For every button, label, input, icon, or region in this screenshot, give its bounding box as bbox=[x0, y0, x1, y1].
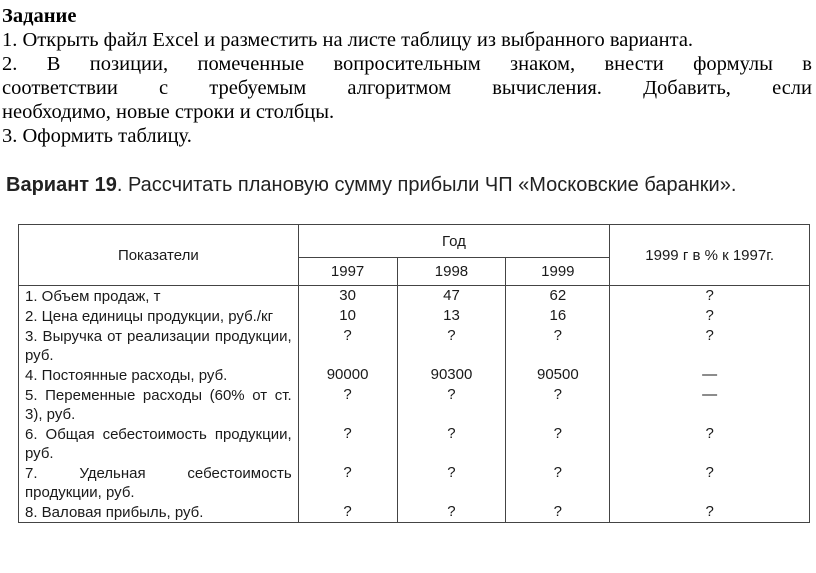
header-year-1997: 1997 bbox=[298, 258, 397, 286]
variant-label: Вариант 19 bbox=[6, 174, 117, 196]
cell-1999: 62 bbox=[506, 286, 610, 307]
cell-1998: 90300 bbox=[397, 365, 506, 385]
task-item-2-line-3: необходимо, новые строки и столбцы. bbox=[2, 101, 335, 123]
cell-percent: ? bbox=[610, 463, 810, 502]
cell-percent: — bbox=[610, 385, 810, 424]
cell-percent: — bbox=[610, 365, 810, 385]
row-label: 4. Постоянные расходы, руб. bbox=[19, 365, 299, 385]
table-row bbox=[19, 326, 810, 365]
profit-table bbox=[18, 224, 810, 523]
row-label: 2. Цена единицы продукции, руб./кг bbox=[19, 306, 299, 326]
cell-1997: ? bbox=[298, 424, 397, 463]
task-title: Задание bbox=[2, 5, 77, 27]
task-block bbox=[2, 4, 812, 148]
table-row bbox=[19, 306, 810, 326]
row-label: 7. Удельная себестоимость продукции, руб. bbox=[19, 463, 299, 502]
task-item-2-line-2: соответствии с требуемым алгоритмом вычисления. Добавить, если bbox=[2, 77, 812, 99]
table-row bbox=[19, 365, 810, 385]
cell-percent: ? bbox=[610, 306, 810, 326]
table-row bbox=[19, 463, 810, 502]
header-year: Год bbox=[298, 225, 610, 258]
cell-percent: ? bbox=[610, 502, 810, 523]
cell-1997: ? bbox=[298, 463, 397, 502]
cell-1999: ? bbox=[506, 424, 610, 463]
cell-1998: ? bbox=[397, 424, 506, 463]
header-percent: 1999 г в % к 1997г. bbox=[610, 225, 810, 286]
cell-1997: ? bbox=[298, 326, 397, 365]
row-label: 5. Переменные расходы (60% от ст. 3), руб. bbox=[19, 385, 299, 424]
header-indicators: Показатели bbox=[19, 225, 299, 286]
cell-1998: ? bbox=[397, 502, 506, 523]
cell-1998: ? bbox=[397, 326, 506, 365]
cell-percent: ? bbox=[610, 326, 810, 365]
cell-1999: 16 bbox=[506, 306, 610, 326]
cell-1998: ? bbox=[397, 463, 506, 502]
task-item-1: 1. Открыть файл Excel и разместить на листе таблицу из выбранного варианта. bbox=[2, 29, 694, 51]
cell-1999: ? bbox=[506, 463, 610, 502]
cell-1999: ? bbox=[506, 502, 610, 523]
task-item-2-line-1: 2. В позиции, помеченные вопросительным знаком, внести формулы в bbox=[2, 53, 812, 75]
header-year-1999: 1999 bbox=[506, 258, 610, 286]
table-row bbox=[19, 385, 810, 424]
cell-1997: 10 bbox=[298, 306, 397, 326]
cell-1997: ? bbox=[298, 385, 397, 424]
task-item-3: 3. Оформить таблицу. bbox=[2, 125, 192, 147]
cell-1999: ? bbox=[506, 385, 610, 424]
variant-heading bbox=[6, 174, 736, 197]
table-body bbox=[19, 286, 810, 523]
cell-percent: ? bbox=[610, 424, 810, 463]
cell-1998: 13 bbox=[397, 306, 506, 326]
cell-1998: ? bbox=[397, 385, 506, 424]
cell-percent: ? bbox=[610, 286, 810, 307]
cell-1999: ? bbox=[506, 326, 610, 365]
cell-1998: 47 bbox=[397, 286, 506, 307]
row-label: 3. Выручка от реализации продукции, руб. bbox=[19, 326, 299, 365]
table-row bbox=[19, 424, 810, 463]
row-label: 1. Объем продаж, т bbox=[19, 286, 299, 307]
cell-1997: ? bbox=[298, 502, 397, 523]
table-row bbox=[19, 286, 810, 307]
variant-text: . Рассчитать плановую сумму прибыли ЧП «Московские баранки». bbox=[116, 174, 737, 196]
header-year-1998: 1998 bbox=[397, 258, 506, 286]
table-row bbox=[19, 502, 810, 523]
cell-1997: 90000 bbox=[298, 365, 397, 385]
cell-1997: 30 bbox=[298, 286, 397, 307]
cell-1999: 90500 bbox=[506, 365, 610, 385]
row-label: 6. Общая себестоимость продукции, руб. bbox=[19, 424, 299, 463]
row-label: 8. Валовая прибыль, руб. bbox=[19, 502, 299, 523]
